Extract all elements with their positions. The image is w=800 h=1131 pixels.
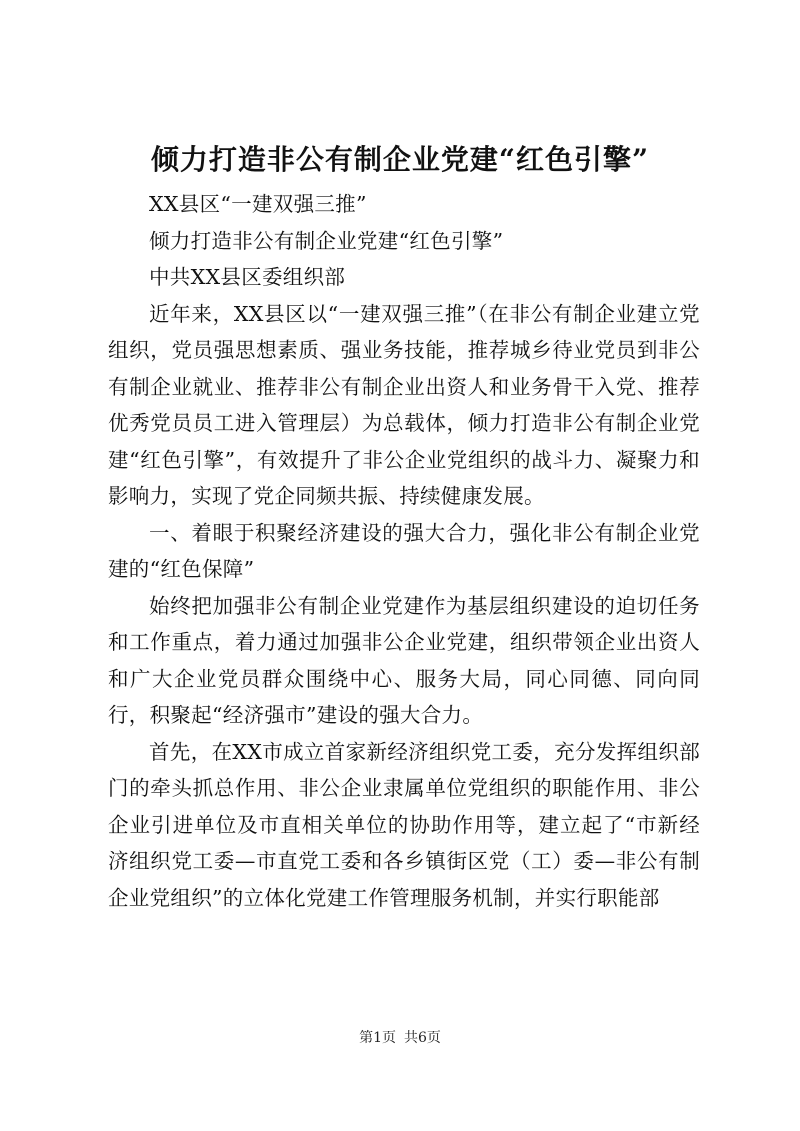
paragraph-subtitle-repeat: 倾力打造非公有制企业党建“红色引擎”	[149, 228, 504, 253]
document-title: 倾力打造非公有制企业党建“红色引擎”	[150, 143, 650, 176]
section-heading-1: 一、着眼于积聚经济建设的强大合力，强化非公有制企业党建的“红色保障”	[108, 520, 700, 581]
paragraph-section-1: 始终把加强非公有制企业党建作为基层组织建设的迫切任务和工作重点，着力通过加强非公企业党建，组织带领企业出资人和广大企业党员群众围绕中心、服务大局，同心同德、同向同行，积聚起“经济强市”建设的强大合力。	[108, 593, 700, 727]
document-body	[108, 186, 700, 916]
paragraph-author: 中共XX县区委组织部	[149, 265, 346, 289]
paragraph-first-point: 首先，在XX市成立首家新经济组织党工委，充分发挥组织部门的牵头抓总作用、非公企业隶属单位党组织的职能作用、非公企业引进单位及市直相关单位的协助作用等，建立起了“市新经济组织党工委—市直党工委和各乡镇街区党（工）委—非公有制企业党组织”的立体化党建工作管理服务机制，并实行职能部	[108, 739, 700, 910]
paragraph-intro: 近年来，XX县区以“一建双强三推”（在非公有制企业建立党组织，党员强思想素质、强业务技能，推荐城乡待业党员到非公有制企业就业、推荐非公有制企业出资人和业务骨干入党、推荐优秀党员员工进入管理层）为总载体，倾力打造非公有制企业党建“红色引擎”，有效提升了非公企业党组织的战斗力、凝聚力和影响力，实现了党企同频共振、持续健康发展。	[108, 301, 700, 508]
page-footer	[0, 1028, 800, 1048]
paragraph-subtitle-county: XX县区“一建双强三推”	[149, 192, 367, 216]
page-number: 第1页	[359, 1030, 396, 1046]
total-pages: 共6页	[404, 1030, 441, 1046]
